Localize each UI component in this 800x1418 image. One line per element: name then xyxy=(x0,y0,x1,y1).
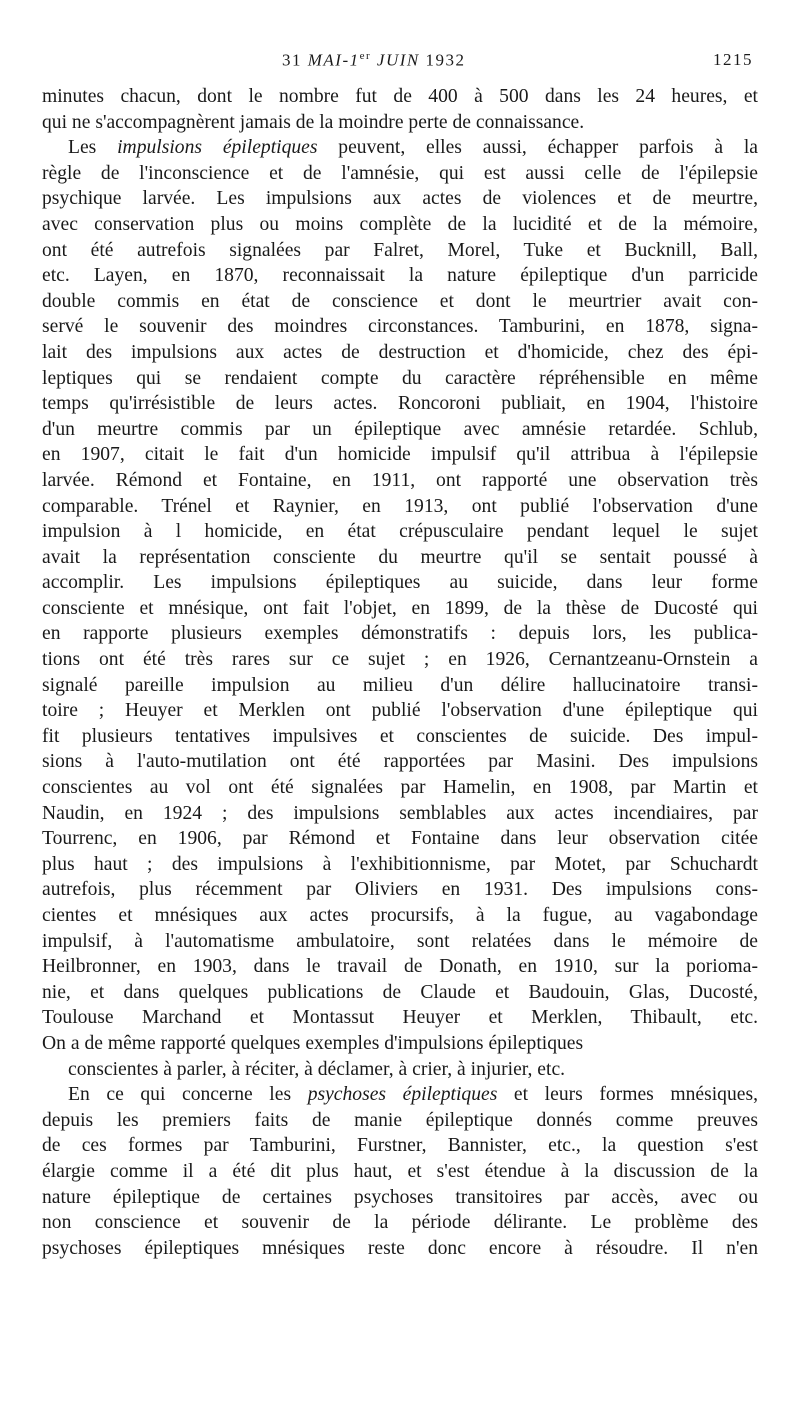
text-line: règle de l'inconscience et de l'amnésie, qui est aussi celle de l'épilepsie xyxy=(42,162,758,184)
text-line: Naudin, en 1924 ; des impulsions semblables aux actes incendiaires, par xyxy=(42,802,758,824)
text-line: depuis les premiers faits de manie épileptique donnés comme preuves xyxy=(42,1109,758,1131)
text-line: impulsif, à l'automatisme ambulatoire, sont relatées dans le mémoire de xyxy=(42,930,758,952)
text-line: avec conservation plus ou moins complète de la lucidité et de la mémoire, xyxy=(42,213,758,235)
text-line: qui ne s'accompagnèrent jamais de la moindre perte de connaissance. xyxy=(42,111,585,133)
text-line: On a de même rapporté quelques exemples d'impulsions épileptiques xyxy=(42,1032,584,1054)
date-month: MAI-1 xyxy=(307,50,360,70)
text-line: larvée. Rémond et Fontaine, en 1911, ont rapporté une observation très xyxy=(42,469,758,491)
text-line: psychique larvée. Les impulsions aux actes de violences et de meurtre, xyxy=(42,188,758,210)
text-line: en rapporte plusieurs exemples démonstratifs : depuis lors, les publica- xyxy=(42,623,758,645)
text-line: Tourrenc, en 1906, par Rémond et Fontaine dans leur observation citée xyxy=(42,828,758,850)
date-superscript: er xyxy=(359,50,372,62)
body-text xyxy=(42,84,758,1261)
text-line: sions à l'auto-mutilation ont été rapportées par Masini. Des impulsions xyxy=(42,751,758,773)
text-line: en 1907, citait le fait d'un homicide impulsif qu'il attribua à l'épilepsie xyxy=(42,444,758,466)
text-line xyxy=(42,1082,758,1108)
text-line: non conscience et souvenir de la période délirante. Le problème des xyxy=(42,1212,758,1234)
text-line: toire ; Heuyer et Merklen ont publié l'observation d'une épileptique qui xyxy=(42,700,758,722)
text-line: tions ont été très rares sur ce sujet ; en 1926, Cernantzeanu-Ornstein a xyxy=(42,649,758,671)
text-line: comparable. Trénel et Raynier, en 1913, ont publié l'observation d'une xyxy=(42,495,758,517)
text-line: Toulouse Marchand et Montassut Heuyer et Merklen, Thibault, etc. xyxy=(42,1007,758,1029)
text-segment: Les xyxy=(68,137,118,159)
text-segment: impulsions épileptiques xyxy=(117,137,318,159)
text-line: consciente et mnésique, ont fait l'objet, en 1899, de la thèse de Ducosté qui xyxy=(42,597,758,619)
text-line: leptiques qui se rendaient compte du caractère répréhensible en même xyxy=(42,367,758,389)
text-line: ont été autrefois signalées par Falret, Morel, Tuke et Bucknill, Ball, xyxy=(42,239,758,261)
text-segment: psychoses épileptiques xyxy=(307,1084,498,1106)
text-segment: et leurs formes mnésiques, xyxy=(497,1084,758,1106)
text-line: autrefois, plus récemment par Oliviers en 1931. Des impulsions cons- xyxy=(42,879,758,901)
text-line: fit plusieurs tentatives impulsives et conscientes de suicide. Des impul- xyxy=(42,725,758,747)
running-header xyxy=(0,50,800,74)
text-line: plus haut ; des impulsions à l'exhibitionnisme, par Motet, par Schuchardt xyxy=(42,853,758,875)
text-line: avait la représentation consciente du meurtre qu'il se sentait poussé à xyxy=(42,546,758,568)
text-line: etc. Layen, en 1870, reconnaissait la nature épileptique d'un parricide xyxy=(42,265,758,287)
running-head-date xyxy=(282,50,466,71)
text-line: Heilbronner, en 1903, dans le travail de Donath, en 1910, sur la porioma- xyxy=(42,956,758,978)
text-line: d'un meurtre commis par un épileptique avec amnésie retardée. Schlub, xyxy=(42,418,758,440)
page-number: 1215 xyxy=(713,50,753,69)
text-line: élargie comme il a été dit plus haut, et s'est étendue à la discussion de la xyxy=(42,1160,758,1182)
text-line: de ces formes par Tamburini, Furstner, Bannister, etc., la question s'est xyxy=(42,1135,758,1157)
text-segment: En ce qui concerne les xyxy=(68,1084,308,1106)
date-month-2: JUIN xyxy=(371,50,420,70)
text-line: lait des impulsions aux actes de destruction et d'homicide, chez des épi- xyxy=(42,341,758,363)
text-line: conscientes à parler, à réciter, à déclamer, à crier, à injurier, etc. xyxy=(68,1058,566,1080)
text-segment: peuvent, elles aussi, échapper parfois à la xyxy=(317,137,758,159)
text-line xyxy=(42,135,758,161)
date-day: 31 xyxy=(282,50,308,70)
text-line: conscientes au vol ont été signalées par Hamelin, en 1908, par Martin et xyxy=(42,777,758,799)
date-year: 1932 xyxy=(419,50,466,70)
text-line: minutes chacun, dont le nombre fut de 400 à 500 dans les 24 heures, et xyxy=(42,86,758,107)
text-line: temps qu'irrésistible de leurs actes. Roncoroni publiait, en 1904, l'histoire xyxy=(42,393,758,415)
text-line: nie, et dans quelques publications de Claude et Baudouin, Glas, Ducosté, xyxy=(42,981,758,1003)
text-line: nature épileptique de certaines psychoses transitoires par accès, avec ou xyxy=(42,1186,758,1208)
text-line: signalé pareille impulsion au milieu d'un délire hallucinatoire transi- xyxy=(42,674,758,696)
text-line: accomplir. Les impulsions épileptiques au suicide, dans leur forme xyxy=(42,572,758,594)
text-line: servé le souvenir des moindres circonstances. Tamburini, en 1878, signa- xyxy=(42,316,758,338)
text-line: cientes et mnésiques aux actes procursifs, à la fugue, au vagabondage xyxy=(42,905,758,926)
text-line: double commis en état de conscience et dont le meurtrier avait con- xyxy=(42,290,758,312)
text-line: impulsion à l homicide, en état crépusculaire pendant lequel le sujet xyxy=(42,521,758,543)
text-line: psychoses épileptiques mnésiques reste donc encore à résoudre. Il n'en xyxy=(42,1237,758,1259)
